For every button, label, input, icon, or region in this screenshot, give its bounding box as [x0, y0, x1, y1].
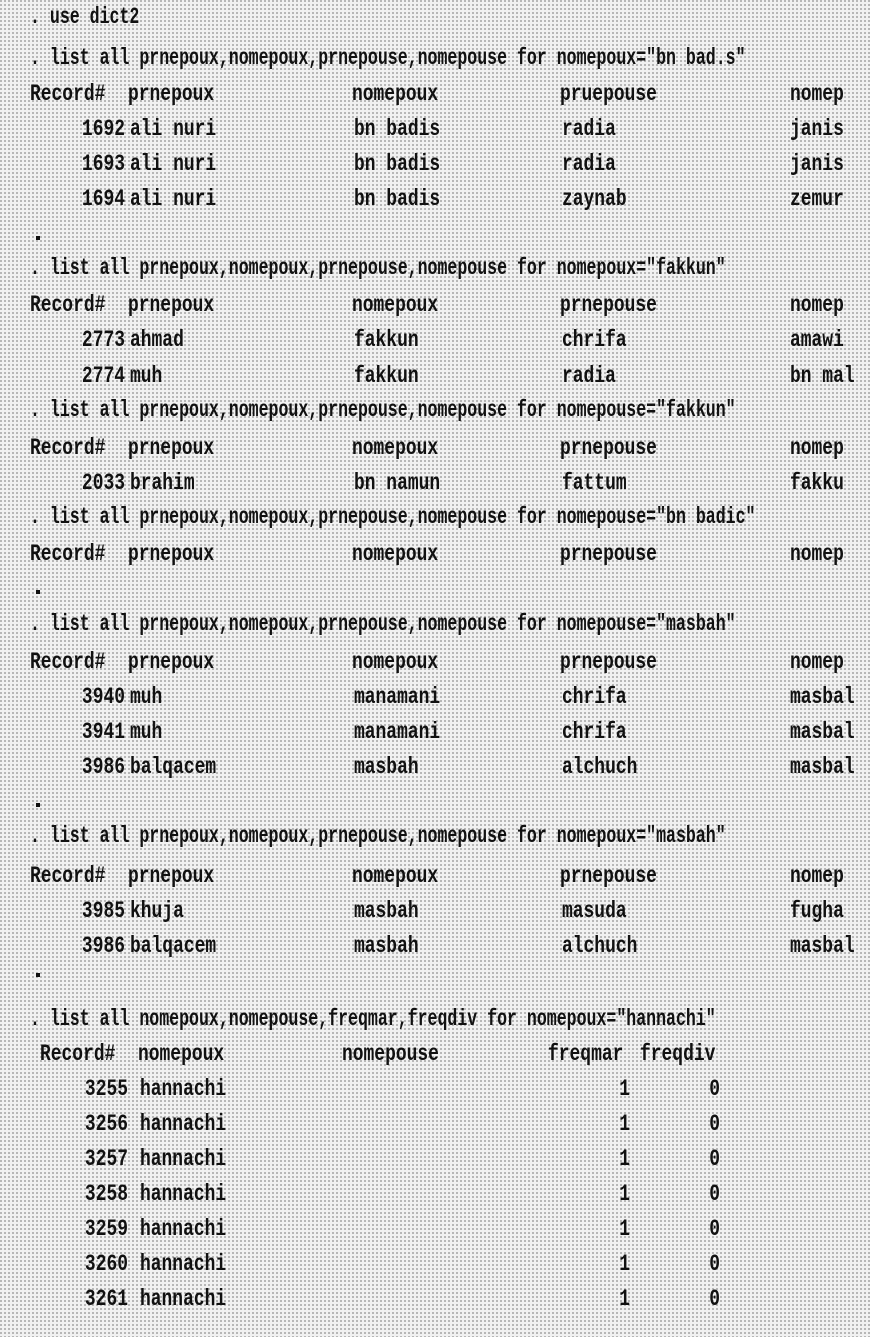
record-number: 1692 [81, 116, 125, 142]
column-header: nomep [790, 292, 844, 318]
record-cell: 1 [619, 1111, 630, 1137]
record-number: 3255 [84, 1076, 128, 1102]
prompt-dot [36, 803, 40, 807]
record-cell: radia [562, 363, 616, 389]
record-cell: manamani [354, 719, 441, 745]
column-header: nomepoux [352, 292, 439, 318]
record-cell: bn badis [354, 186, 441, 212]
record-cell: hannachi [140, 1286, 227, 1312]
record-cell: hannachi [140, 1146, 227, 1172]
column-header: nomep [790, 435, 844, 461]
column-header: nomep [790, 649, 844, 675]
record-cell: 0 [709, 1216, 720, 1242]
record-cell: masbah [354, 933, 419, 959]
column-header: freqmar [548, 1041, 624, 1067]
prompt-dot [36, 236, 40, 240]
column-header: Record# [30, 81, 106, 107]
query-command: . list all prnepoux,nomepoux,prnepouse,nomepouse for nomepouse="masbah" [30, 611, 736, 637]
column-header: prnepoux [128, 292, 215, 318]
record-cell: ahmad [130, 327, 184, 353]
record-cell: hannachi [140, 1076, 227, 1102]
record-cell: muh [130, 719, 163, 745]
record-cell: hannachi [140, 1216, 227, 1242]
column-header: pruepouse [560, 81, 657, 107]
record-cell: masbah [354, 898, 419, 924]
query-command: . list all prnepoux,nomepoux,prnepouse,nomepouse for nomepouse="fakkun" [30, 397, 736, 423]
column-header: prnepouse [560, 863, 657, 889]
column-header: freqdiv [640, 1041, 716, 1067]
column-header: Record# [30, 863, 106, 889]
record-cell: alchuch [562, 754, 638, 780]
column-header: prnepoux [128, 541, 215, 567]
record-cell: bn badis [354, 151, 441, 177]
record-cell: manamani [354, 684, 441, 710]
column-header: Record# [30, 541, 106, 567]
column-header: Record# [30, 435, 106, 461]
record-cell: bn mal [790, 363, 855, 389]
column-header: prnepouse [560, 292, 657, 318]
column-header: nomepoux [352, 541, 439, 567]
record-number: 3986 [81, 933, 125, 959]
record-number: 1693 [81, 151, 125, 177]
record-cell: janis [790, 151, 844, 177]
record-cell: fakkun [354, 363, 419, 389]
column-header: prnepoux [128, 863, 215, 889]
record-cell: 0 [709, 1251, 720, 1277]
record-cell: masbal [790, 684, 855, 710]
record-cell: ali nuri [130, 186, 217, 212]
column-header: prnepouse [560, 541, 657, 567]
record-cell: fugha [790, 898, 844, 924]
record-cell: chrifa [562, 719, 627, 745]
record-number: 3941 [81, 719, 125, 745]
column-header: prnepouse [560, 649, 657, 675]
record-cell: hannachi [140, 1181, 227, 1207]
record-cell: hannachi [140, 1251, 227, 1277]
use-command: . use dict2 [30, 4, 140, 30]
record-cell: 1 [619, 1181, 630, 1207]
query-command: . list all prnepoux,nomepoux,prnepouse,nomepouse for nomepouse="bn badic" [30, 504, 756, 530]
record-cell: 1 [619, 1216, 630, 1242]
query-command: . list all prnepoux,nomepoux,prnepouse,nomepouse for nomepoux="masbah" [30, 823, 726, 849]
query-command: . list all prnepoux,nomepoux,prnepouse,nomepouse for nomepoux="bn bad.s" [30, 45, 746, 71]
query-command: . list all prnepoux,nomepoux,prnepouse,nomepouse for nomepoux="fakkun" [30, 255, 726, 281]
record-number: 3985 [81, 898, 125, 924]
record-cell: zemur [790, 186, 844, 212]
record-number: 3256 [84, 1111, 128, 1137]
record-cell: zaynab [562, 186, 627, 212]
record-cell: fattum [562, 470, 627, 496]
column-header: nomepoux [352, 649, 439, 675]
column-header: nomepoux [138, 1041, 225, 1067]
column-header: nomepouse [342, 1041, 439, 1067]
prompt-dot [36, 590, 40, 594]
record-number: 3261 [84, 1286, 128, 1312]
record-cell: masuda [562, 898, 627, 924]
record-cell: 1 [619, 1076, 630, 1102]
record-cell: fakkun [354, 327, 419, 353]
column-header: prnepouse [560, 435, 657, 461]
record-number: 3259 [84, 1216, 128, 1242]
record-cell: 0 [709, 1146, 720, 1172]
record-cell: 1 [619, 1286, 630, 1312]
record-cell: bn badis [354, 116, 441, 142]
record-cell: balqacem [130, 754, 217, 780]
record-number: 2773 [81, 327, 125, 353]
record-cell: khuja [130, 898, 184, 924]
prompt-dot [36, 973, 40, 977]
record-cell: radia [562, 151, 616, 177]
record-number: 1694 [81, 186, 125, 212]
record-cell: 0 [709, 1076, 720, 1102]
query-command: . list all nomepoux,nomepouse,freqmar,freqdiv for nomepoux="hannachi" [30, 1006, 716, 1032]
record-cell: masbal [790, 719, 855, 745]
record-cell: 0 [709, 1181, 720, 1207]
column-header: nomep [790, 541, 844, 567]
record-cell: balqacem [130, 933, 217, 959]
record-cell: hannachi [140, 1111, 227, 1137]
record-cell: fakku [790, 470, 844, 496]
record-cell: muh [130, 363, 163, 389]
record-cell: bn namun [354, 470, 441, 496]
record-cell: chrifa [562, 327, 627, 353]
record-cell: 0 [709, 1286, 720, 1312]
column-header: prnepoux [128, 435, 215, 461]
record-cell: alchuch [562, 933, 638, 959]
column-header: Record# [30, 292, 106, 318]
column-header: Record# [30, 649, 106, 675]
record-number: 3257 [84, 1146, 128, 1172]
record-number: 3258 [84, 1181, 128, 1207]
record-cell: janis [790, 116, 844, 142]
record-cell: masbah [354, 754, 419, 780]
record-cell: muh [130, 684, 163, 710]
column-header: nomepoux [352, 863, 439, 889]
record-number: 3986 [81, 754, 125, 780]
column-header: prnepoux [128, 81, 215, 107]
column-header: nomepoux [352, 81, 439, 107]
record-number: 3940 [81, 684, 125, 710]
column-header: prnepoux [128, 649, 215, 675]
record-cell: masbal [790, 933, 855, 959]
column-header: nomep [790, 81, 844, 107]
record-number: 2774 [81, 363, 125, 389]
column-header: nomep [790, 863, 844, 889]
record-cell: brahim [130, 470, 195, 496]
record-cell: 1 [619, 1251, 630, 1277]
record-cell: 0 [709, 1111, 720, 1137]
record-cell: amawi [790, 327, 844, 353]
record-number: 2033 [81, 470, 125, 496]
record-cell: 1 [619, 1146, 630, 1172]
record-number: 3260 [84, 1251, 128, 1277]
column-header: nomepoux [352, 435, 439, 461]
record-cell: radia [562, 116, 616, 142]
record-cell: masbal [790, 754, 855, 780]
record-cell: chrifa [562, 684, 627, 710]
record-cell: ali nuri [130, 116, 217, 142]
record-cell: ali nuri [130, 151, 217, 177]
column-header: Record# [40, 1041, 116, 1067]
